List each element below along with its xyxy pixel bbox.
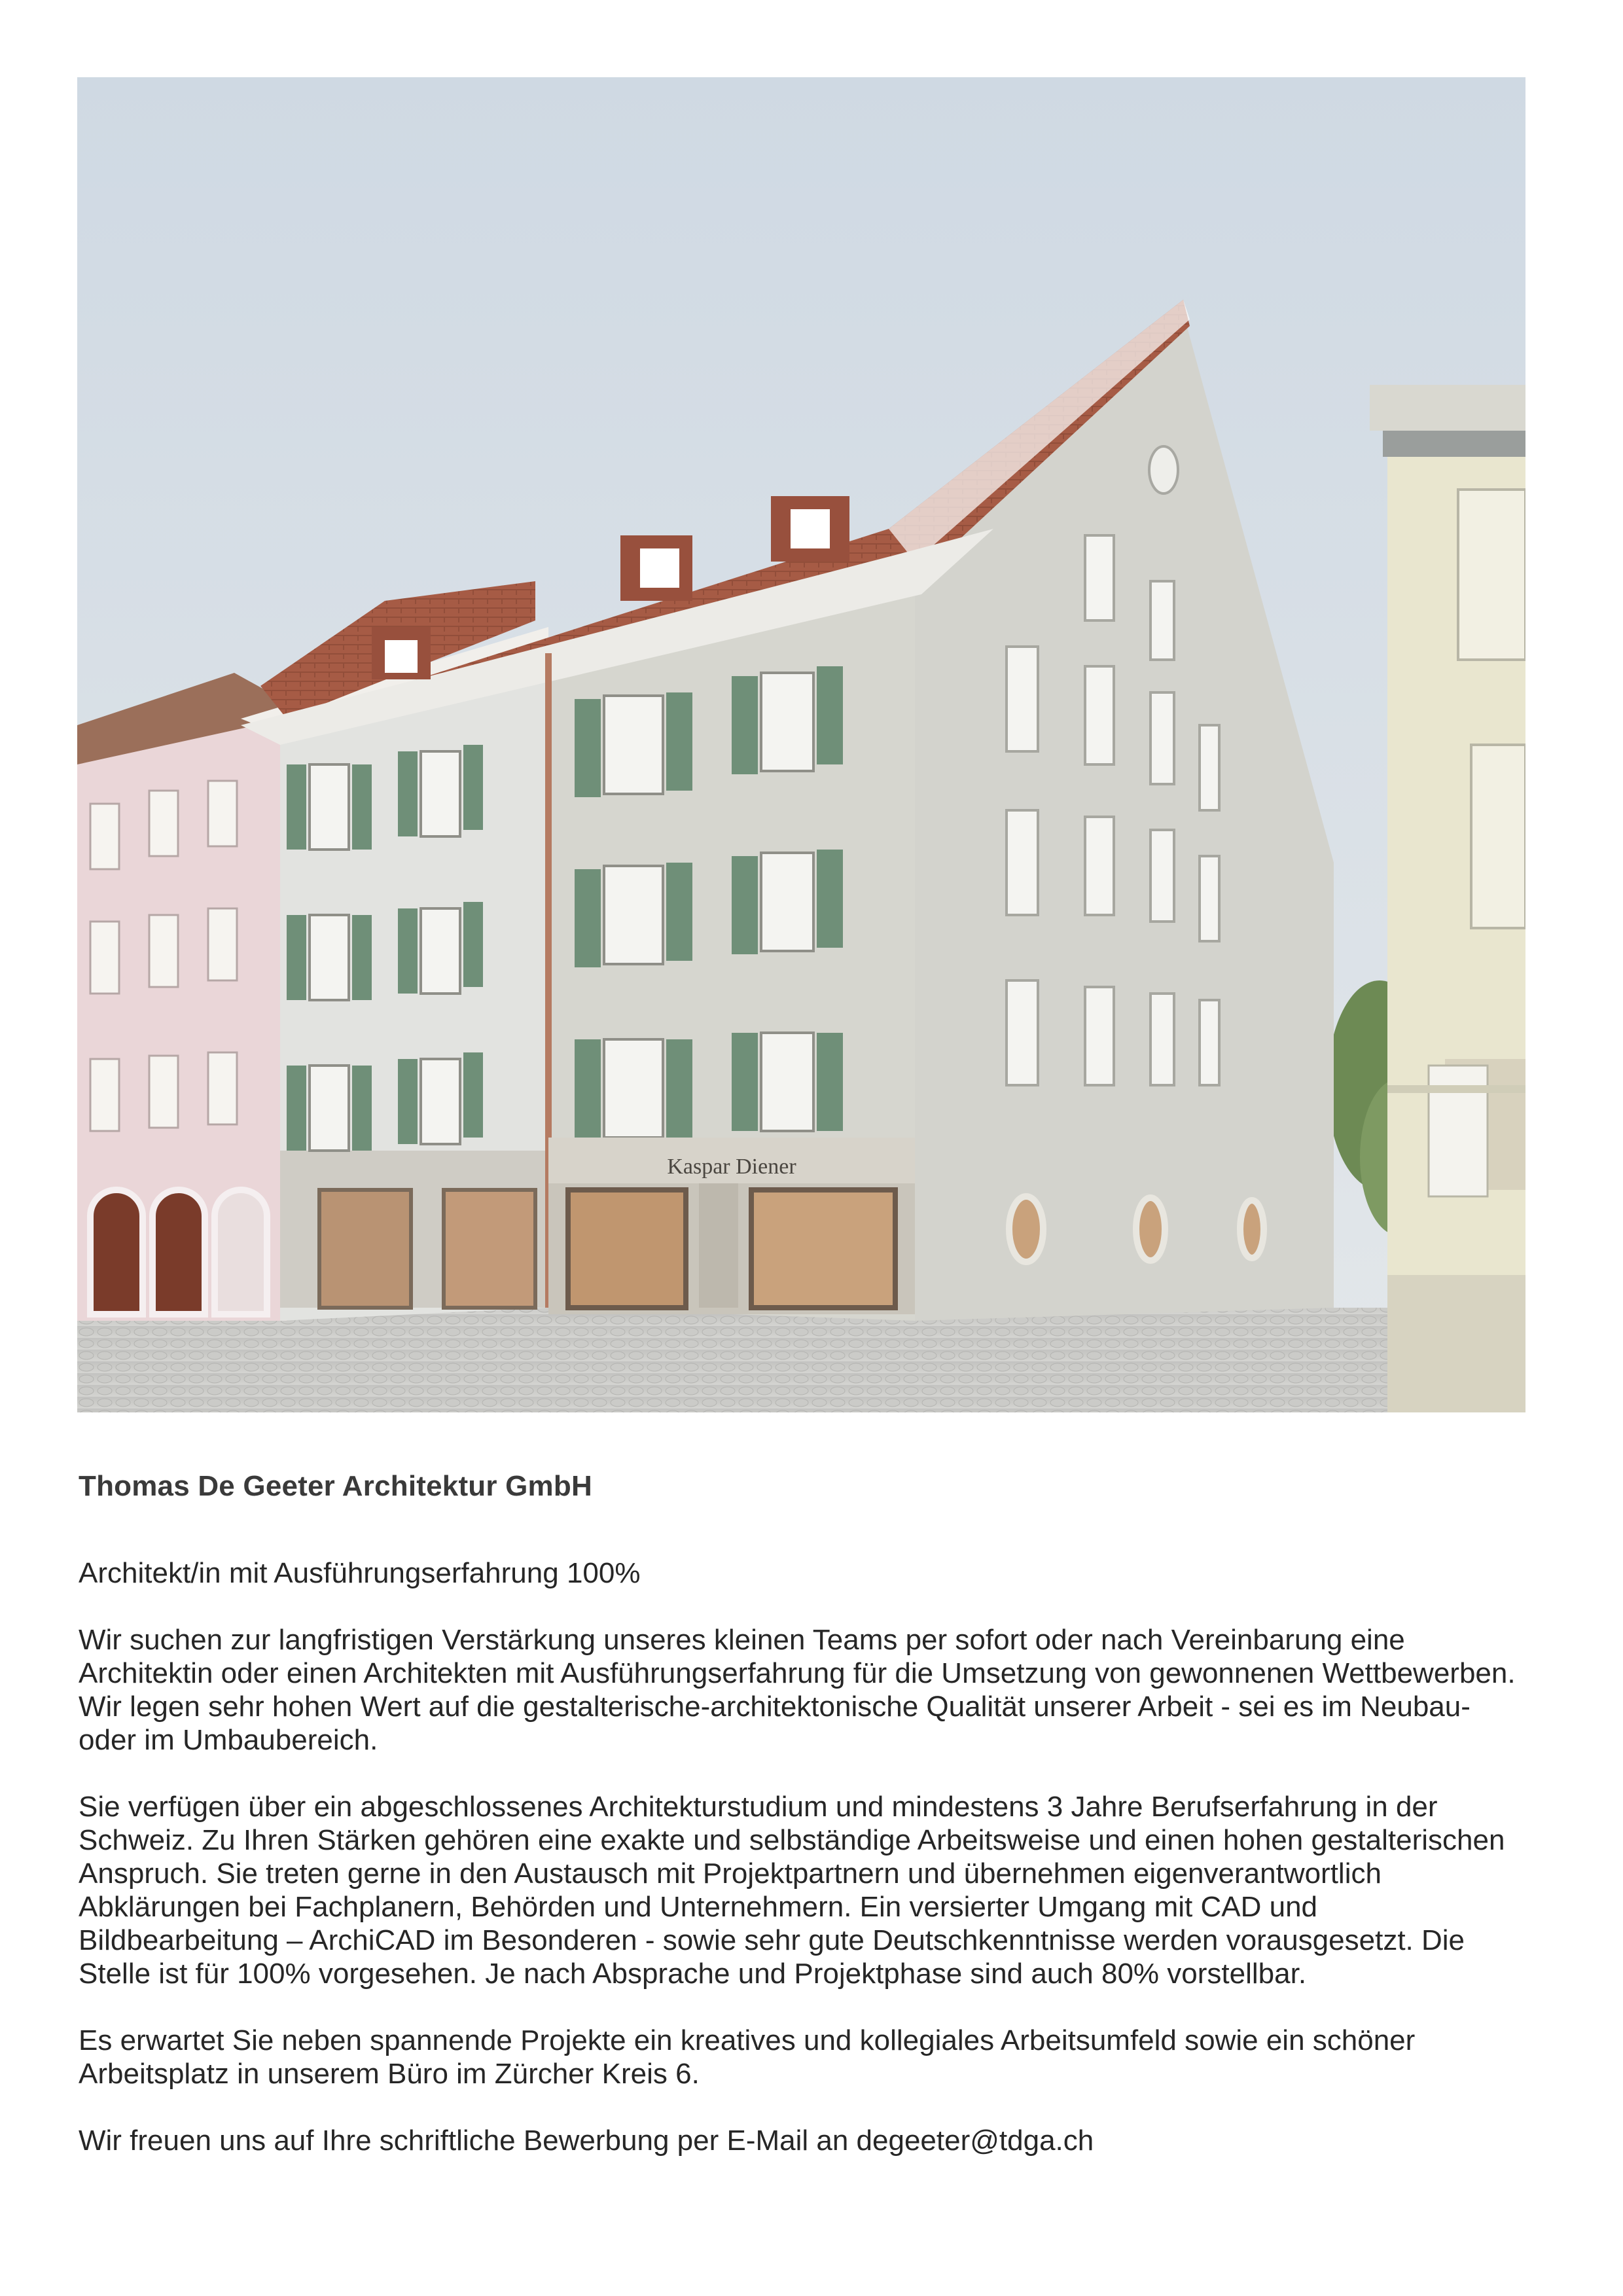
job-title: Architekt/in mit Ausführungserfahrung 100% — [79, 1557, 641, 1589]
shop-sign: Kaspar Diener — [667, 1155, 796, 1179]
company-name: Thomas De Geeter Architektur GmbH — [79, 1470, 592, 1502]
building-rendering — [77, 77, 1525, 1412]
job-posting — [79, 1556, 1518, 2191]
paragraph-requirements: Sie verfügen über ein abgeschlossenes Architekturstudium und mindestens 3 Jahre Berufserfahrung in der Schweiz. Zu Ihren Stärken gehören eine exakte und selbständige Arbeitsweise und einen hohen gestalterischen Anspruch. Sie treten gerne in den Austausch mit Projektpartnern und übernehmen eigenverantwortlich Abklärungen bei Fachplanern, Behörden und Unternehmern. Ein versierter Umgang mit CAD und Bildbearbeitung – ArchiCAD im Besonderen - sowie sehr gute Deutschkenntnisse werden vorausgesetzt. Die Stelle ist für 100% vorgesehen. Je nach Absprache und Projektphase sind auch 80% vorstellbar. — [79, 1791, 1505, 1990]
neighbour-building-right — [1370, 385, 1525, 1412]
neighbour-building-left — [77, 673, 293, 1321]
paragraph-offer: Es erwartet Sie neben spannende Projekte ein kreatives und kollegiales Arbeitsumfeld sowie ein schöner Arbeitsplatz in unserem Büro im Zürcher Kreis 6. — [79, 2024, 1416, 2090]
paragraph-intro: Wir suchen zur langfristigen Verstärkung unseres kleinen Teams per sofort oder nach Vereinbarung eine Architektin oder einen Architekten mit Ausführungserfahrung für die Umsetzung von gewonnenen Wettbewerben. Wir legen sehr hohen Wert auf die gestalterische-architektonische Qualität unserer Arbeit - sei es im Neubau- oder im Umbaubereich. — [79, 1624, 1516, 1756]
paragraph-contact: Wir freuen uns auf Ihre schriftliche Bewerbung per E-Mail an degeeter@tdga.ch — [79, 2125, 1094, 2157]
cobblestone-street — [77, 1308, 1525, 1412]
building-illustration — [77, 77, 1525, 1412]
